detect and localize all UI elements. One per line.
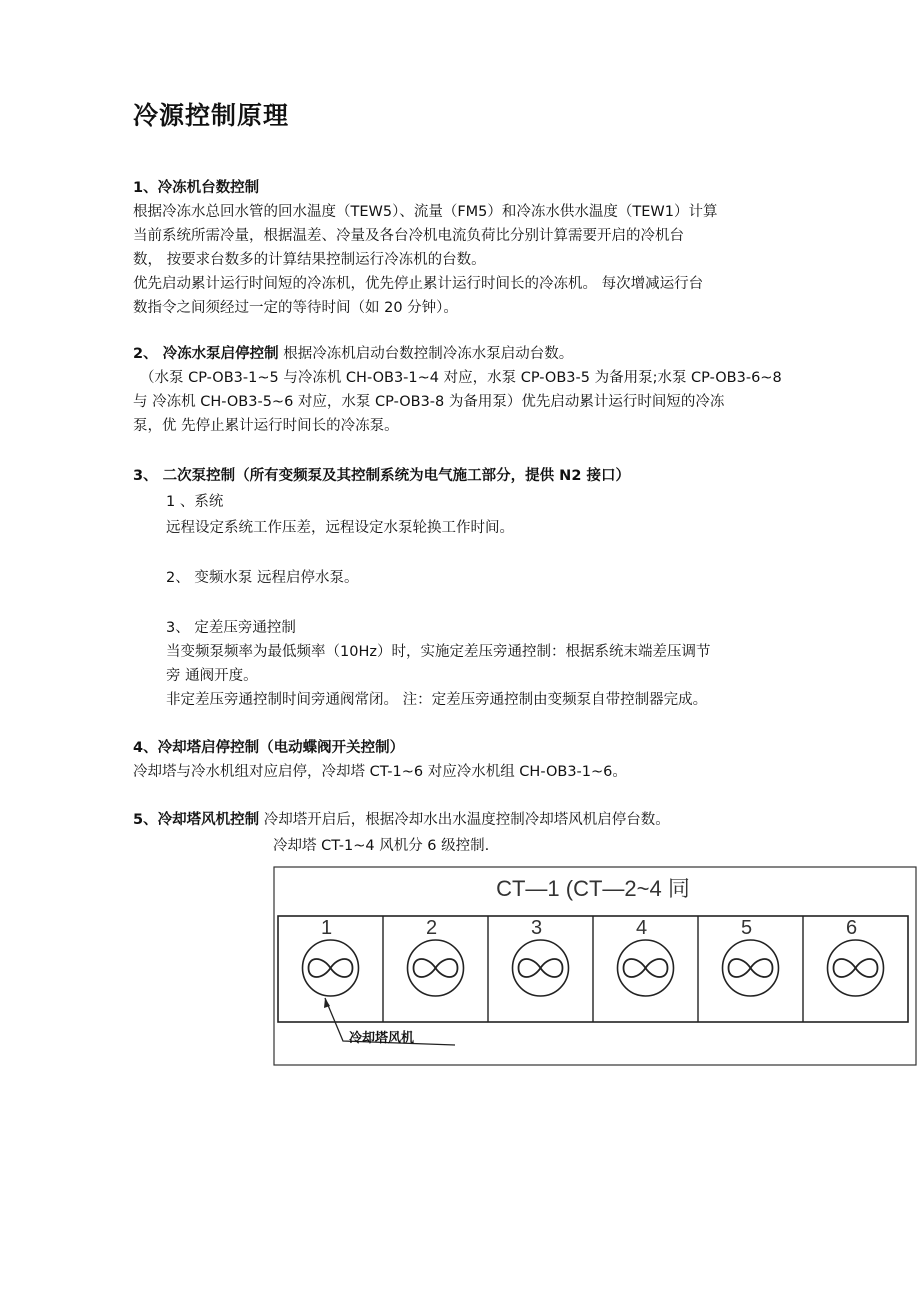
section-5-line-1: 冷却塔 CT-1~4 风机分 6 级控制. — [273, 838, 490, 854]
section-2-line-1: （水泵 CP-OB3-1~5 与冷冻机 CH-OB3-1~4 对应，水泵 CP-OB3-5 为备用泵;水泵 CP-OB3-6~8 — [140, 370, 782, 386]
diagram-header-text: CT—1 (CT—2~4 同 — [496, 876, 690, 901]
section-5-heading-tail: 冷却塔开启后，根据冷却水出水温度控制冷却塔风机启停台数。 — [263, 812, 670, 828]
section-2-heading-line — [133, 342, 573, 366]
section-2-line-2: 与 冷冻机 CH-OB3-5~6 对应，水泵 CP-OB3-8 为备用泵）优先启动累计运行时间短的冷冻 — [133, 394, 725, 410]
fan-number-label: 6 — [845, 917, 858, 939]
fan-number-label: 5 — [740, 917, 753, 939]
section-2-line-3: 泵，优 先停止累计运行时间长的冷冻泵。 — [133, 418, 399, 434]
fan-number-label: 4 — [635, 917, 648, 939]
fan-number-label: 2 — [425, 917, 438, 939]
section-3-sub-3: 3、 定差压旁通控制 — [166, 620, 296, 636]
section-3-sub-1-text: 远程设定系统工作压差，远程设定水泵轮换工作时间。 — [166, 520, 514, 536]
section-5-heading: 5、冷却塔风机控制 — [133, 812, 260, 828]
section-2-heading: 2、 冷冻水泵启停控制 — [133, 346, 279, 362]
section-1-line-1: 根据冷冻水总回水管的回水温度（TEW5）、流量（FM5）和冷冻水供水温度（TEW1）计算 — [133, 204, 718, 220]
section-3-heading: 3、 二次泵控制（所有变频泵及其控制系统为电气施工部分，提供 N2 接口） — [133, 468, 630, 484]
section-5-heading-line — [133, 808, 670, 832]
section-1-line-5: 数指令之间须经过一定的等待时间（如 20 分钟）。 — [133, 300, 458, 316]
section-1-line-3: 数， 按要求台数多的计算结果控制运行冷冻机的台数。 — [133, 252, 486, 268]
section-1-heading: 1、冷冻机台数控制 — [133, 180, 260, 196]
section-1-line-2: 当前系统所需冷量，根据温差、冷量及各台冷机电流负荷比分别计算需要开启的冷机台 — [133, 228, 684, 244]
section-3-sub-3-line-1: 当变频泵频率为最低频率（10Hz）时，实施定差压旁通控制：根据系统末端差压调节 — [166, 644, 711, 660]
fan-number-label: 1 — [320, 917, 333, 939]
cooling-tower-fan-diagram — [273, 866, 917, 1066]
section-3-sub-2: 2、 变频水泵 远程启停水泵。 — [166, 570, 359, 586]
page-title: 冷源控制原理 — [133, 101, 290, 130]
section-3-sub-3-line-2: 旁 通阀开度。 — [166, 668, 258, 684]
section-4-line-1: 冷却塔与冷水机组对应启停，冷却塔 CT-1~6 对应冷水机组 CH-OB3-1~6。 — [133, 764, 627, 780]
section-3-sub-1: 1 、系统 — [166, 494, 224, 510]
section-3-sub-3-line-3: 非定差压旁通控制时间旁通阀常闭。 注：定差压旁通控制由变频泵自带控制器完成。 — [166, 692, 708, 708]
fan-number-label: 3 — [530, 917, 543, 939]
section-2-heading-tail: 根据冷冻机启动台数控制冷冻水泵启动台数。 — [283, 346, 574, 362]
section-4-heading: 4、冷却塔启停控制（电动蝶阀开关控制） — [133, 740, 405, 756]
callout-label: 冷却塔风机 — [349, 1031, 415, 1046]
section-1-line-4: 优先启动累计运行时间短的冷冻机，优先停止累计运行时间长的冷冻机。 每次增减运行台 — [133, 276, 704, 292]
